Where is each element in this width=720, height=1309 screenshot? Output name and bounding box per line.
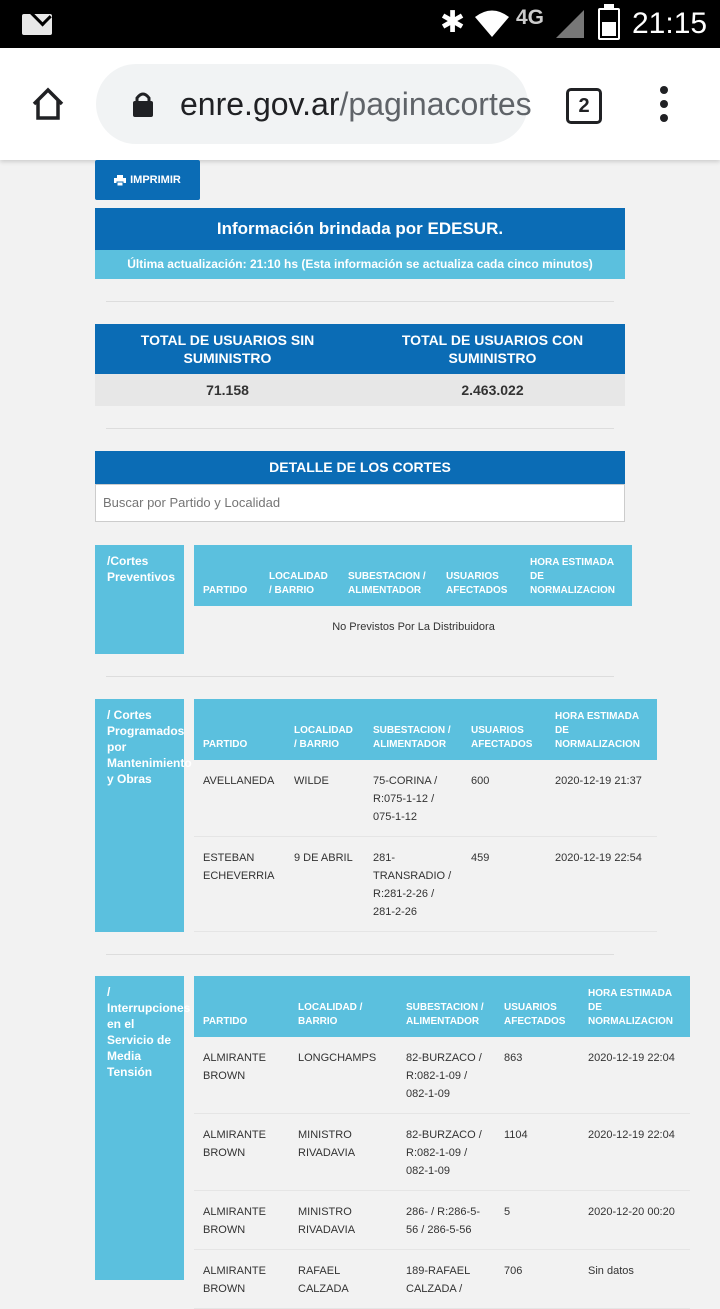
column-header: USUARIOS AFECTADOS bbox=[495, 976, 579, 1037]
table-row bbox=[194, 837, 657, 932]
table-cell: WILDE bbox=[285, 760, 364, 837]
status-bar bbox=[0, 0, 720, 48]
total-with-value: 2.463.022 bbox=[461, 382, 524, 398]
more-options-icon[interactable] bbox=[658, 86, 670, 126]
table-cell: ESTEBAN ECHEVERRIA bbox=[194, 837, 285, 932]
divider bbox=[106, 954, 614, 955]
total-without-value: 71.158 bbox=[206, 382, 249, 398]
column-header: SUBESTACION / ALIMENTADOR bbox=[364, 699, 462, 760]
table-cell: LONGCHAMPS bbox=[289, 1037, 397, 1114]
table-row bbox=[194, 1191, 690, 1250]
table-cell: 189-RAFAEL CALZADA / bbox=[397, 1250, 495, 1309]
lock-icon bbox=[132, 91, 154, 117]
network-type: 4G bbox=[516, 6, 545, 29]
table-cell: 2020-12-19 21:37 bbox=[546, 760, 657, 837]
table-cell: 2020-12-20 00:20 bbox=[579, 1191, 690, 1250]
column-header: USUARIOS AFECTADOS bbox=[437, 545, 521, 606]
table-cell: 706 bbox=[495, 1250, 579, 1309]
outage-table bbox=[194, 699, 657, 932]
page-content bbox=[0, 160, 720, 1295]
outage-table bbox=[194, 545, 632, 650]
clock: 21:15 bbox=[632, 7, 708, 40]
table-cell: MINISTRO RIVADAVIA bbox=[289, 1114, 397, 1191]
column-header: SUBESTACION / ALIMENTADOR bbox=[339, 545, 437, 606]
table-cell: ALMIRANTE BROWN bbox=[194, 1114, 289, 1191]
table-cell: 82-BURZACO / R:082-1-09 / 082-1-09 bbox=[397, 1037, 495, 1114]
table-cell: 2020-12-19 22:54 bbox=[546, 837, 657, 932]
divider bbox=[106, 676, 614, 677]
table-cell: 2020-12-19 22:04 bbox=[579, 1114, 690, 1191]
table-cell: 9 DE ABRIL bbox=[285, 837, 364, 932]
print-label: IMPRIMIR bbox=[130, 174, 181, 186]
table-cell: 459 bbox=[462, 837, 546, 932]
print-icon bbox=[114, 175, 126, 186]
outage-table bbox=[194, 976, 690, 1309]
column-header: HORA ESTIMADA DE NORMALIZACION bbox=[579, 976, 690, 1037]
table-row bbox=[194, 1250, 690, 1309]
column-header: HORA ESTIMADA DE NORMALIZACION bbox=[546, 699, 657, 760]
last-update: Última actualización: 21:10 hs (Esta información se actualiza cada cinco minutos) bbox=[95, 250, 625, 279]
column-header: USUARIOS AFECTADOS bbox=[462, 699, 546, 760]
detail-title: DETALLE DE LOS CORTES bbox=[95, 451, 625, 484]
print-button[interactable] bbox=[95, 160, 200, 200]
info-title: Información brindada por EDESUR. bbox=[95, 208, 625, 250]
column-header: PARTIDO bbox=[194, 699, 285, 760]
tab-switcher-button[interactable]: 2 bbox=[566, 88, 602, 124]
table-cell: ALMIRANTE BROWN bbox=[194, 1191, 289, 1250]
table-row bbox=[194, 760, 657, 837]
home-icon[interactable] bbox=[28, 84, 68, 124]
signal-icon bbox=[556, 10, 584, 38]
table-cell: Sin datos bbox=[579, 1250, 690, 1309]
section-label: / Cortes Programados por Mantenimiento y Obras bbox=[95, 699, 184, 932]
column-header: SUBESTACION / ALIMENTADOR bbox=[397, 976, 495, 1037]
bluetooth-icon: ✱ bbox=[440, 6, 466, 39]
table-cell: MINISTRO RIVADAVIA bbox=[289, 1191, 397, 1250]
url-text: enre.gov.ar/paginacortes bbox=[180, 86, 532, 122]
wifi-icon bbox=[474, 10, 510, 38]
table-row bbox=[194, 1114, 690, 1191]
column-header: LOCALIDAD / BARRIO bbox=[289, 976, 397, 1037]
table-cell: ALMIRANTE BROWN bbox=[194, 1250, 289, 1309]
totals-header bbox=[95, 324, 625, 374]
column-header: PARTIDO bbox=[194, 976, 289, 1037]
total-without-label: TOTAL DE USUARIOS SIN SUMINISTRO bbox=[140, 332, 315, 366]
empty-message: No Previstos Por La Distribuidora bbox=[332, 621, 495, 633]
table-cell: 863 bbox=[495, 1037, 579, 1114]
divider bbox=[106, 428, 614, 429]
table-cell: 286- / R:286-5-56 / 286-5-56 bbox=[397, 1191, 495, 1250]
section-label: /Cortes Preventivos bbox=[95, 545, 184, 654]
table-row bbox=[194, 1037, 690, 1114]
column-header: LOCALIDAD / BARRIO bbox=[260, 545, 339, 606]
table-cell: 2020-12-19 22:04 bbox=[579, 1037, 690, 1114]
table-cell: 5 bbox=[495, 1191, 579, 1250]
totals-values bbox=[95, 374, 625, 406]
table-cell: 75-CORINA / R:075-1-12 / 075-1-12 bbox=[364, 760, 462, 837]
table-cell: AVELLANEDA bbox=[194, 760, 285, 837]
battery-icon bbox=[598, 8, 620, 40]
section-label: / Interrupciones en el Servicio de Media Tensión bbox=[95, 976, 184, 1280]
table-cell: 1104 bbox=[495, 1114, 579, 1191]
table-cell: 82-BURZACO / R:082-1-09 / 082-1-09 bbox=[397, 1114, 495, 1191]
table-cell: RAFAEL CALZADA bbox=[289, 1250, 397, 1309]
column-header: HORA ESTIMADA DE NORMALIZACION bbox=[521, 545, 632, 606]
table-cell: ALMIRANTE BROWN bbox=[194, 1037, 289, 1114]
divider bbox=[106, 301, 614, 302]
mail-icon bbox=[22, 14, 52, 35]
browser-toolbar bbox=[0, 48, 720, 160]
column-header: LOCALIDAD / BARRIO bbox=[285, 699, 364, 760]
total-with-label: TOTAL DE USUARIOS CON SUMINISTRO bbox=[401, 332, 584, 366]
table-cell: 600 bbox=[462, 760, 546, 837]
column-header: PARTIDO bbox=[194, 545, 260, 606]
address-bar[interactable] bbox=[96, 64, 532, 144]
table-cell: 281-TRANSRADIO / R:281-2-26 / 281-2-26 bbox=[364, 837, 462, 932]
search-input[interactable] bbox=[95, 484, 625, 522]
